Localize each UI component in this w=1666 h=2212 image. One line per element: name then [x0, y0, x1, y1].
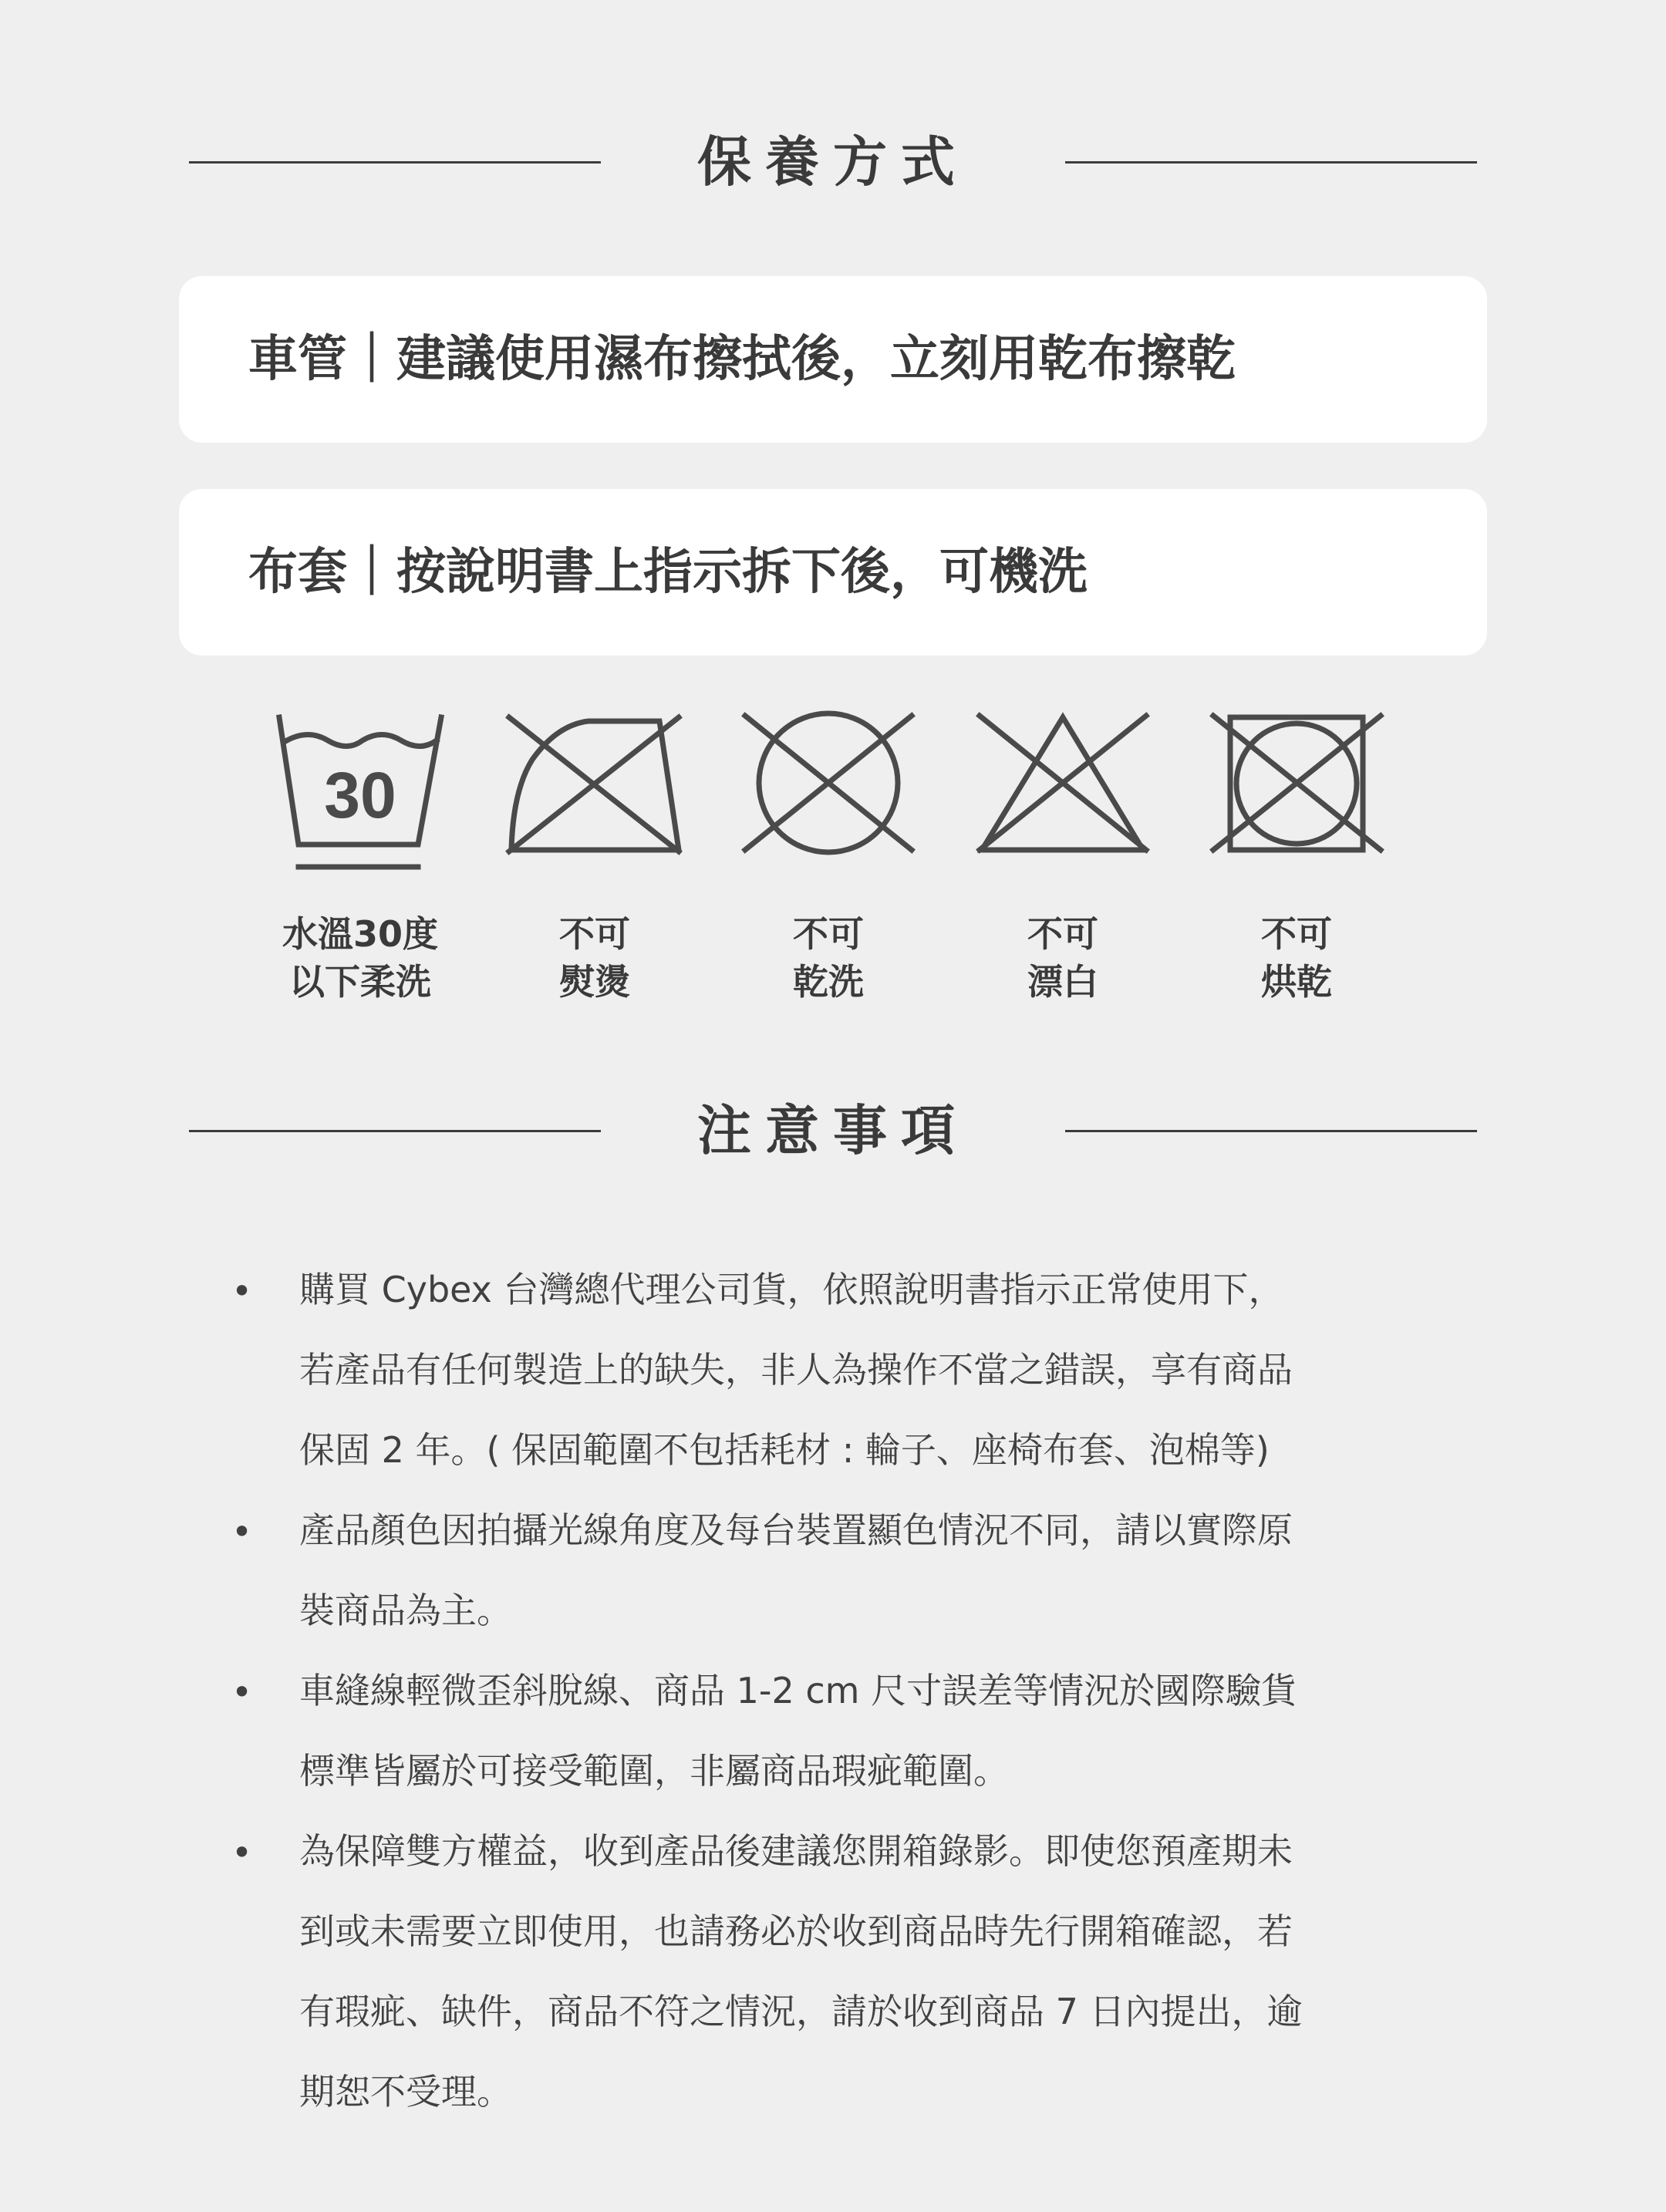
list-item-line: 若產品有任何製造上的缺失，非人為操作不當之錯誤，享有商品: [299, 1349, 1293, 1391]
icon-label-wash-line2: 以下柔洗: [289, 961, 431, 1003]
icon-label-wash-line1: 水溫30度: [282, 913, 438, 955]
list-item-line: 產品顏色因拍攝光線角度及每台裝置顯色情況不同，請以實際原: [299, 1509, 1293, 1551]
icon-label-dry-clean-line2: 乾洗: [793, 961, 864, 1003]
icon-label-tumble-dry: [1196, 910, 1397, 1006]
no-bleach-icon: [980, 716, 1146, 850]
icon-label-bleach-line1: 不可: [1027, 913, 1098, 955]
icon-label-bleach-line2: 漂白: [1027, 961, 1098, 1003]
bullet: •: [231, 1511, 253, 1553]
list-item-line: 為保障雙方權益，收到產品後建議您開箱錄影。即使您預產期未: [299, 1830, 1293, 1872]
list-item-line: 購買 Cybex 台灣總代理公司貨，依照說明書指示正常使用下，: [299, 1269, 1284, 1310]
bullet: •: [231, 1832, 253, 1873]
notice-section-title: 注意事項: [697, 1099, 969, 1162]
icon-label-iron: [494, 910, 695, 1006]
list-item-line: 標準皆屬於可接受範圍，非屬商品瑕疵範圍。: [299, 1750, 1009, 1792]
icon-label-tumble-dry-line2: 烘乾: [1261, 961, 1332, 1003]
icon-label-dry-clean: [728, 910, 929, 1006]
list-item-line: 保固 2 年。( 保固範圍不包括耗材 : 輪子、座椅布套、泡棉等): [299, 1429, 1270, 1471]
list-item-line: 有瑕疵、缺件，商品不符之情況，請於收到商品 7 日內提出，逾: [299, 1991, 1303, 2032]
notice-section-header: [0, 1092, 1666, 1169]
no-iron-icon: [509, 717, 679, 851]
icon-label-tumble-dry-line1: 不可: [1261, 913, 1332, 955]
bullet: •: [231, 1671, 253, 1713]
no-tumble-dry-icon: [1213, 716, 1381, 850]
list-item-line: 到或未需要立即使用，也請務必於收到商品時先行開箱確認，若: [299, 1910, 1293, 1952]
care-icons: [0, 0, 1666, 926]
list-item-line: 裝商品為主。: [299, 1590, 512, 1631]
divider-left: [189, 1130, 601, 1132]
care-card-frame-text: 車管｜建議使用濕布擦拭後，立刻用乾布擦乾: [248, 331, 1236, 388]
icon-label-iron-line2: 熨燙: [559, 961, 630, 1003]
bullet: •: [231, 1270, 253, 1312]
list-item-line: 期恕不受理。: [299, 2071, 512, 2113]
icon-label-wash: [260, 910, 460, 1006]
wash-temperature-number: 30: [324, 759, 396, 831]
care-card-fabric-text: 布套｜按說明書上指示拆下後，可機洗: [248, 544, 1088, 601]
icon-label-bleach: [963, 910, 1163, 1006]
list-item-line: 車縫線輕微歪斜脫線、商品 1-2 cm 尺寸誤差等情況於國際驗貨: [299, 1670, 1297, 1711]
icon-label-iron-line1: 不可: [559, 913, 630, 955]
icon-label-dry-clean-line1: 不可: [793, 913, 864, 955]
no-dry-clean-icon: [745, 713, 912, 852]
care-section-title: 保養方式: [697, 130, 969, 194]
divider-right: [1065, 1130, 1477, 1132]
